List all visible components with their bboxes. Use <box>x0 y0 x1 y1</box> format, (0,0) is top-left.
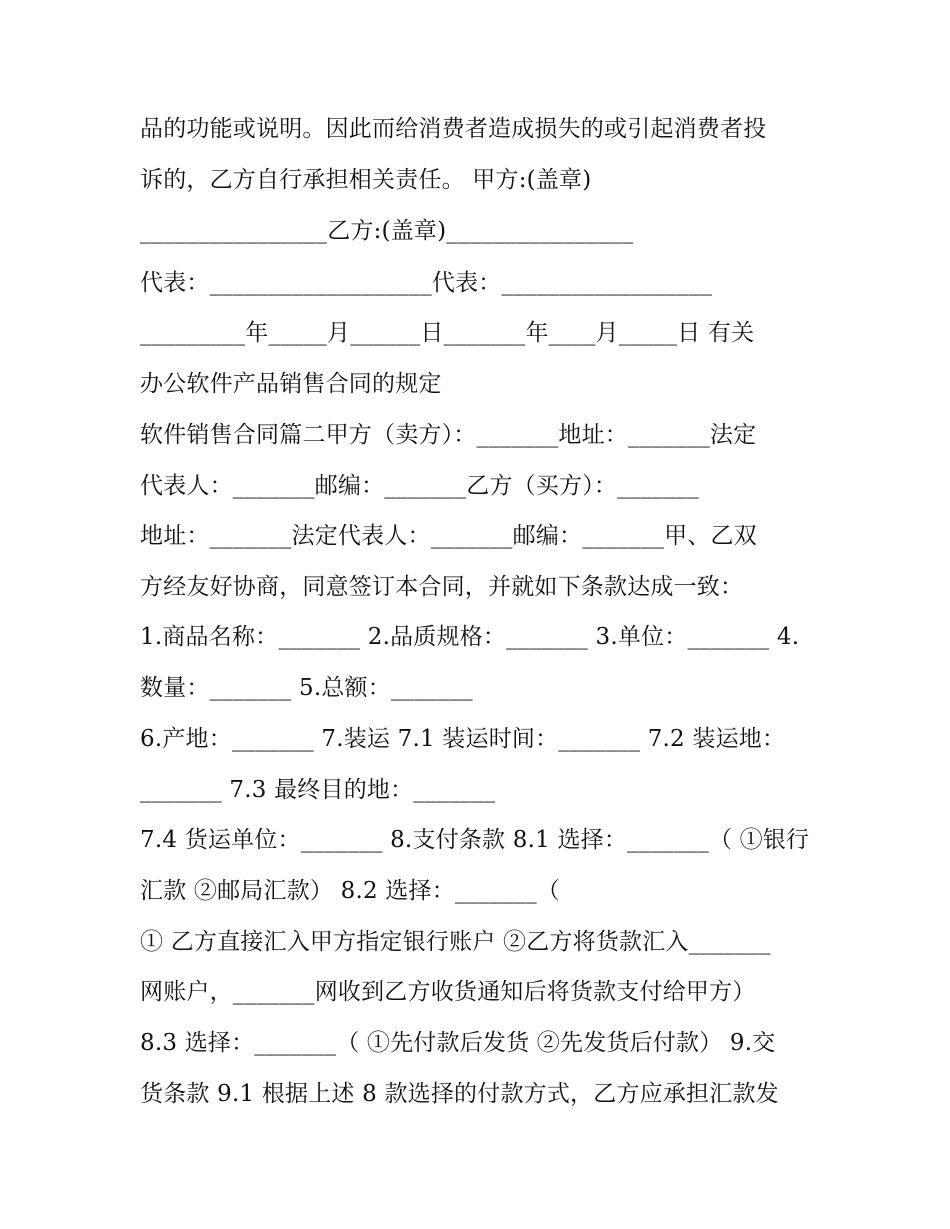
text-line: ① 乙方直接汇入甲方指定银行账户 ②乙方将货款汇入_______ <box>140 929 771 955</box>
text-line: 8.3 选择：_______（ ①先付款后发货 ②先发货后付款） 9.交 <box>140 1030 776 1056</box>
text-line: 诉的，乙方自行承担相关责任。 甲方:(盖章) <box>140 167 592 193</box>
text-line: _______ 7.3 最终目的地：_______ <box>140 777 496 803</box>
text-line: 品的功能或说明。因此而给消费者造成损失的或引起消费者投 <box>140 116 767 142</box>
text-line: 办公软件产品销售合同的规定 <box>140 371 442 397</box>
text-line: 汇款 ②邮局汇款） 8.2 选择：_______（ <box>140 878 561 904</box>
text-line: 6.产地：_______ 7.装运 7.1 装运时间：_______ 7.2 装运地： <box>140 726 786 752</box>
text-line: ________________乙方:(盖章)________________ <box>140 218 634 244</box>
text-line: 代表人：_______邮编：_______乙方（买方）：_______ <box>140 473 699 499</box>
text-line: 数量：_______ 5.总额：_______ <box>140 675 473 701</box>
text-line: _________年_____月______日_______年____月_____日 有关 <box>140 320 755 346</box>
text-line: 方经友好协商，同意签订本合同，并就如下条款达成一致： <box>140 574 744 600</box>
text-line: 1.商品名称：_______ 2.品质规格：_______ 3.单位：_______ 4. <box>140 624 800 650</box>
text-line: 货条款 9.1 根据上述 8 款选择的付款方式，乙方应承担汇款发 <box>140 1081 779 1107</box>
text-line: 7.4 货运单位：_______ 8.支付条款 8.1 选择：_______（ ①银行 <box>140 827 810 853</box>
text-line: 网账户，_______网收到乙方收货通知后将货款支付给甲方） <box>140 979 756 1005</box>
text-line: 地址：_______法定代表人：_______邮编：_______甲、乙双 <box>140 523 757 549</box>
text-line: 软件销售合同篇二甲方（卖方）：_______地址：_______法定 <box>140 422 757 448</box>
text-line: 代表：___________________代表：__________________ <box>140 270 713 296</box>
